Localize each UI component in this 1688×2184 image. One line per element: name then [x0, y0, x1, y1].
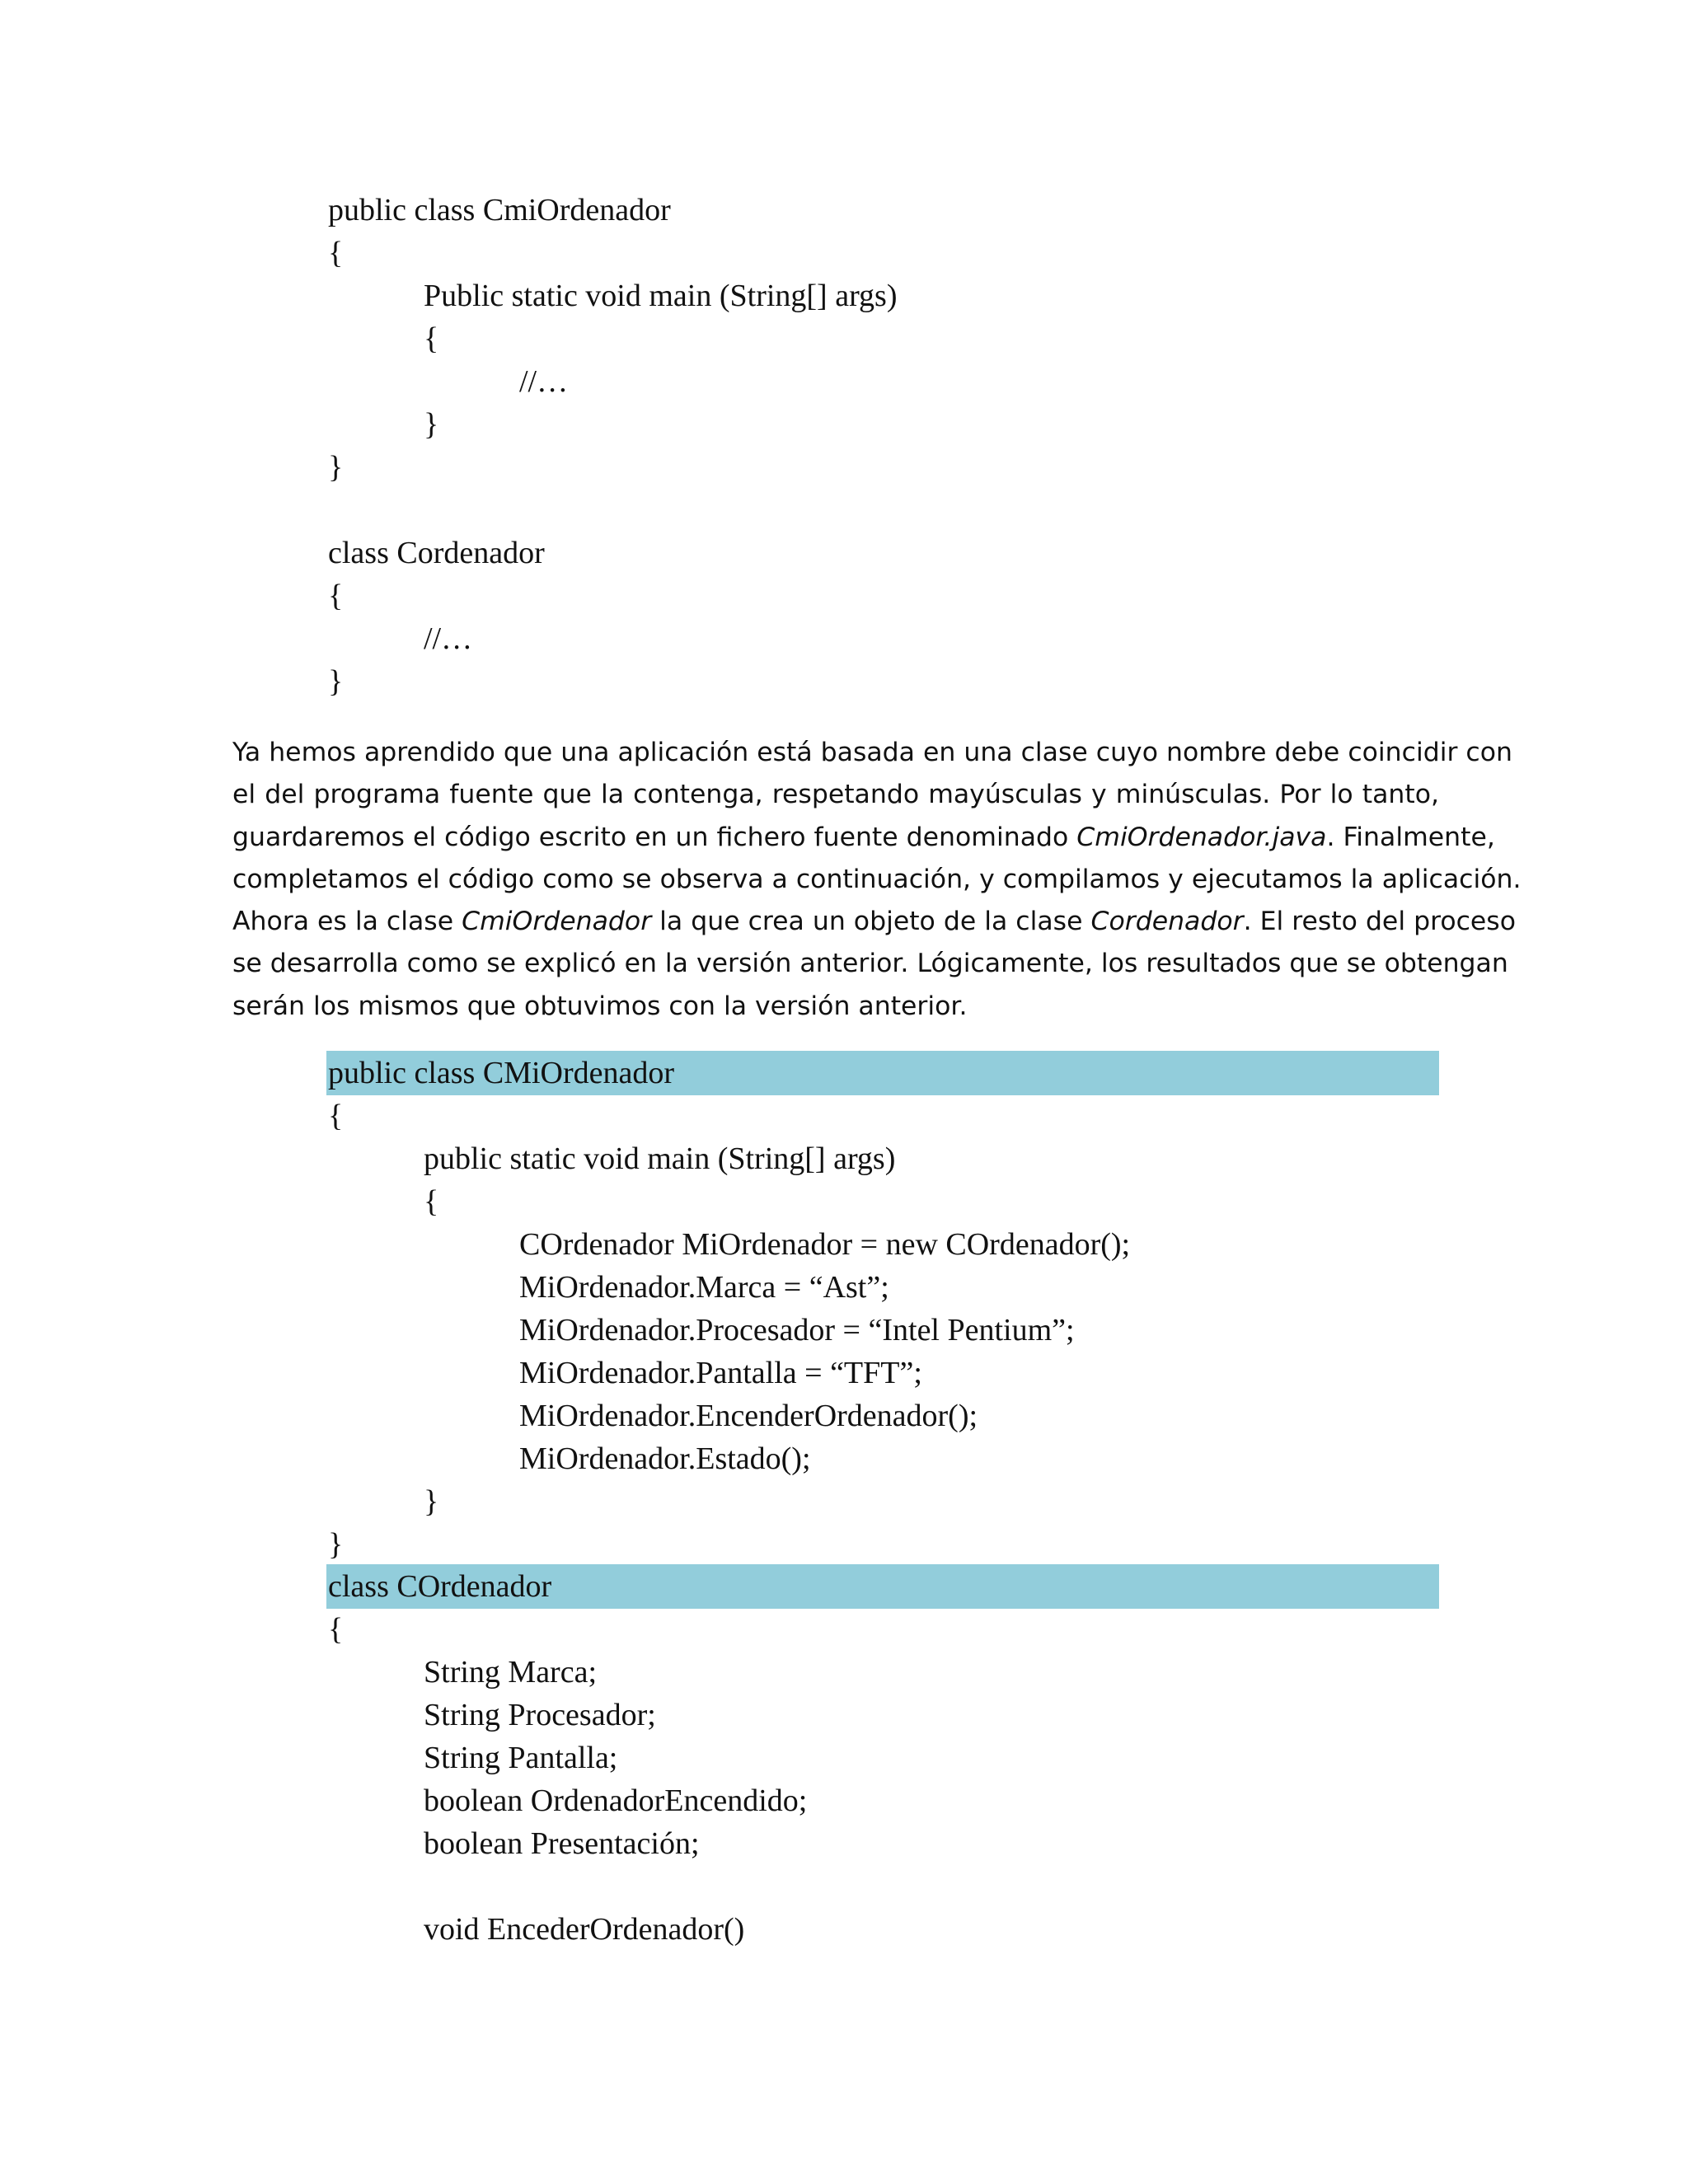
code-line: } [328, 450, 344, 485]
paragraph-line [232, 732, 1512, 774]
code-line: //… [424, 621, 473, 656]
classname-italic: Cordenador [1090, 907, 1244, 937]
code-line: public class CmiOrdenador [328, 193, 671, 227]
paragraph-text: Ya hemos aprendido que una aplicación está basada en una clase cuyo nombre debe coincidir con [232, 738, 1512, 767]
code-line: //… [519, 364, 569, 399]
code-line: COrdenador MiOrdenador = new COrdenador(); [519, 1227, 1131, 1262]
code-line: MiOrdenador.Pantalla = “TFT”; [519, 1356, 922, 1390]
code-line: class COrdenador [328, 1569, 552, 1604]
paragraph-line [232, 986, 1439, 1028]
code-line: Public static void main (String[] args) [424, 279, 898, 313]
code-line: MiOrdenador.Procesador = “Intel Pentium”; [519, 1313, 1075, 1347]
code-line: String Pantalla; [424, 1741, 618, 1775]
code-line: { [328, 236, 344, 270]
code-line: } [328, 664, 344, 699]
paragraph-text: completamos el código como se observa a continuación, y compilamos y ejecutamos la aplicación. [232, 864, 1522, 894]
paragraph-text: Ahora es la clase [232, 907, 462, 937]
code-line: { [328, 1612, 344, 1647]
classname-italic: CmiOrdenador [462, 907, 652, 937]
code-line: { [424, 321, 439, 356]
paragraph-line [232, 943, 1508, 985]
paragraph-text: serán los mismos que obtuvimos con la versión anterior. [232, 991, 968, 1021]
body-paragraph [232, 732, 1522, 1028]
paragraph-text: se desarrolla como se explicó en la versión anterior. Lógicamente, los resultados que se obtengan [232, 949, 1508, 979]
code-line: MiOrdenador.EncenderOrdenador(); [519, 1399, 978, 1433]
code-line: public class CMiOrdenador [328, 1056, 675, 1090]
code-line: String Procesador; [424, 1698, 656, 1732]
paragraph-text: guardaremos el código escrito en un fichero fuente denominado [232, 822, 1077, 852]
paragraph-line [232, 817, 1495, 859]
code-line: } [424, 1484, 439, 1519]
code-line: String Marca; [424, 1655, 598, 1690]
code-line: { [328, 1099, 344, 1133]
paragraph-text: . Finalmente, [1326, 822, 1495, 852]
paragraph-text: la que crea un objeto de la clase [651, 907, 1091, 937]
code-line: } [328, 1527, 344, 1562]
code-line: { [424, 1184, 439, 1219]
code-line: boolean Presentación; [424, 1826, 700, 1861]
code-line: public static void main (String[] args) [424, 1141, 896, 1176]
paragraph-line [232, 901, 1516, 943]
code-line: } [424, 407, 439, 442]
code-line: MiOrdenador.Estado(); [519, 1441, 811, 1476]
code-line: void EncederOrdenador() [424, 1912, 745, 1947]
paragraph-line [232, 774, 1439, 816]
code-line: class Cordenador [328, 536, 545, 570]
paragraph-text: el del programa fuente que la contenga, respetando mayúsculas y minúsculas. Por lo tanto, [232, 780, 1439, 810]
code-line: { [328, 579, 344, 613]
filename-italic: CmiOrdenador.java [1076, 822, 1327, 852]
code-line: boolean OrdenadorEncendido; [424, 1783, 808, 1818]
paragraph-line [232, 859, 1522, 901]
paragraph-text: . El resto del proceso [1243, 907, 1516, 937]
code-line: MiOrdenador.Marca = “Ast”; [519, 1270, 889, 1305]
